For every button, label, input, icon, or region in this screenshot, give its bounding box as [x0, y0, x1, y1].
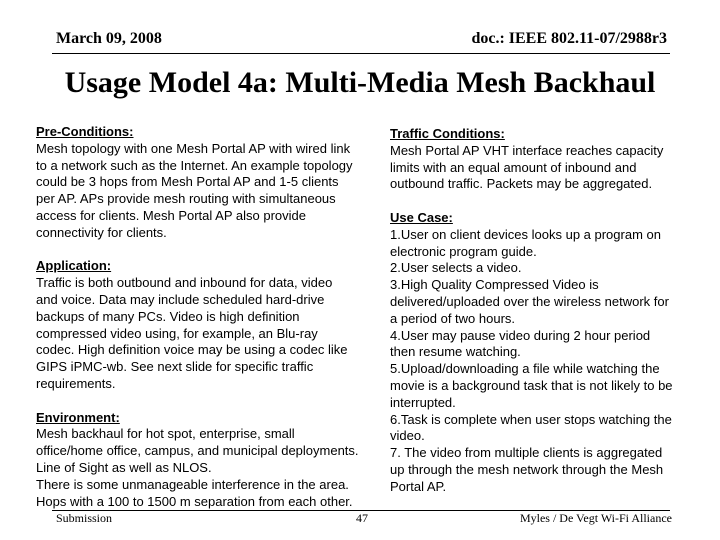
- traffic-line: outbound traffic. Packets may be aggregated.: [390, 176, 653, 192]
- usecase-line: electronic program guide.: [390, 243, 537, 259]
- application-section: [36, 258, 391, 392]
- preconditions-line: Mesh topology with one Mesh Portal AP with wired link: [36, 140, 351, 156]
- slide-title: Usage Model 4a: Multi-Media Mesh Backhaul: [64, 66, 656, 99]
- environment-line: Line of Sight as well as NLOS.: [36, 459, 212, 475]
- header-date: March 09, 2008: [56, 30, 162, 47]
- environment-line: Hops with a 100 to 1500 m separation from each other.: [36, 493, 353, 509]
- usecase-line: then resume watching.: [390, 344, 521, 360]
- traffic-section: [390, 126, 700, 193]
- preconditions-heading: Pre-Conditions:: [36, 124, 134, 139]
- usecase-line: delivered/uploaded over the wireless network for: [390, 293, 669, 309]
- application-line: and voice. Data may include scheduled hard-drive: [36, 291, 325, 307]
- application-heading: Application:: [36, 258, 112, 274]
- environment-section: [36, 410, 391, 511]
- environment-heading: Environment:: [36, 409, 120, 425]
- preconditions-line: access for clients. Mesh Portal AP also provide: [36, 207, 306, 223]
- left-column: [36, 124, 391, 510]
- traffic-heading: Traffic Conditions:: [390, 126, 505, 141]
- usecase-line: a period of two hours.: [390, 310, 516, 326]
- application-line: compressed video using, for example, an Blu-ray: [36, 325, 318, 341]
- usecase-line: movie is a background task that is not likely to be: [390, 377, 673, 393]
- footer-submission: Submission: [56, 511, 113, 525]
- usecase-heading: Use Case:: [390, 209, 453, 225]
- usecase-section: [390, 210, 700, 496]
- header-divider: [52, 53, 670, 54]
- usecase-line: 1.User on client devices looks up a program on: [390, 226, 661, 242]
- usecase-line: 2.User selects a video.: [390, 260, 522, 276]
- footer-page-number: 47: [356, 511, 368, 525]
- usecase-line: 4.User may pause video during 2 hour period: [390, 327, 651, 343]
- usecase-line: 5.Upload/downloading a file while watching the: [390, 361, 660, 377]
- usecase-line: Portal AP.: [390, 478, 447, 494]
- usecase-line: interrupted.: [390, 394, 456, 410]
- preconditions-section: [36, 124, 391, 242]
- application-line: GIPS iPMC-wb. See next slide for specific traffic: [36, 359, 314, 375]
- usecase-line: video.: [390, 428, 425, 444]
- footer-author: Myles / De Vegt Wi-Fi Alliance: [519, 511, 672, 525]
- traffic-line: Mesh Portal AP VHT interface reaches capacity: [390, 142, 664, 158]
- traffic-line: limits with an equal amount of inbound and: [390, 159, 637, 175]
- usecase-line: 3.High Quality Compressed Video is: [390, 277, 599, 293]
- preconditions-line: to a network such as the Internet. An example topology: [36, 157, 353, 173]
- usecase-line: 7. The video from multiple clients is aggregated: [390, 445, 663, 461]
- preconditions-line: connectivity for clients.: [36, 224, 167, 240]
- application-line: backups of many PCs. Video is high definition: [36, 308, 300, 324]
- preconditions-line: per AP. APs provide mesh routing with simultaneous: [36, 191, 336, 207]
- usecase-line: 6.Task is complete when user stops watching the: [390, 411, 672, 427]
- environment-line: office/home office, campus, and municipal deployments.: [36, 443, 359, 459]
- application-line: requirements.: [36, 375, 116, 391]
- environment-line: Mesh backhaul for hot spot, enterprise, small: [36, 426, 295, 442]
- preconditions-line: could be 3 hops from Mesh Portal AP and 1-5 clients: [36, 174, 339, 190]
- application-line: codec. High definition voice may be using a codec like: [36, 342, 348, 358]
- usecase-line: up through the mesh network through the Mesh: [390, 461, 664, 477]
- right-column: [390, 126, 700, 496]
- application-line: Traffic is both outbound and inbound for data, video: [36, 275, 333, 291]
- header-doc-id: doc.: IEEE 802.11-07/2988r3: [471, 30, 667, 47]
- environment-line: There is some unmanageable interference in the area.: [36, 476, 349, 492]
